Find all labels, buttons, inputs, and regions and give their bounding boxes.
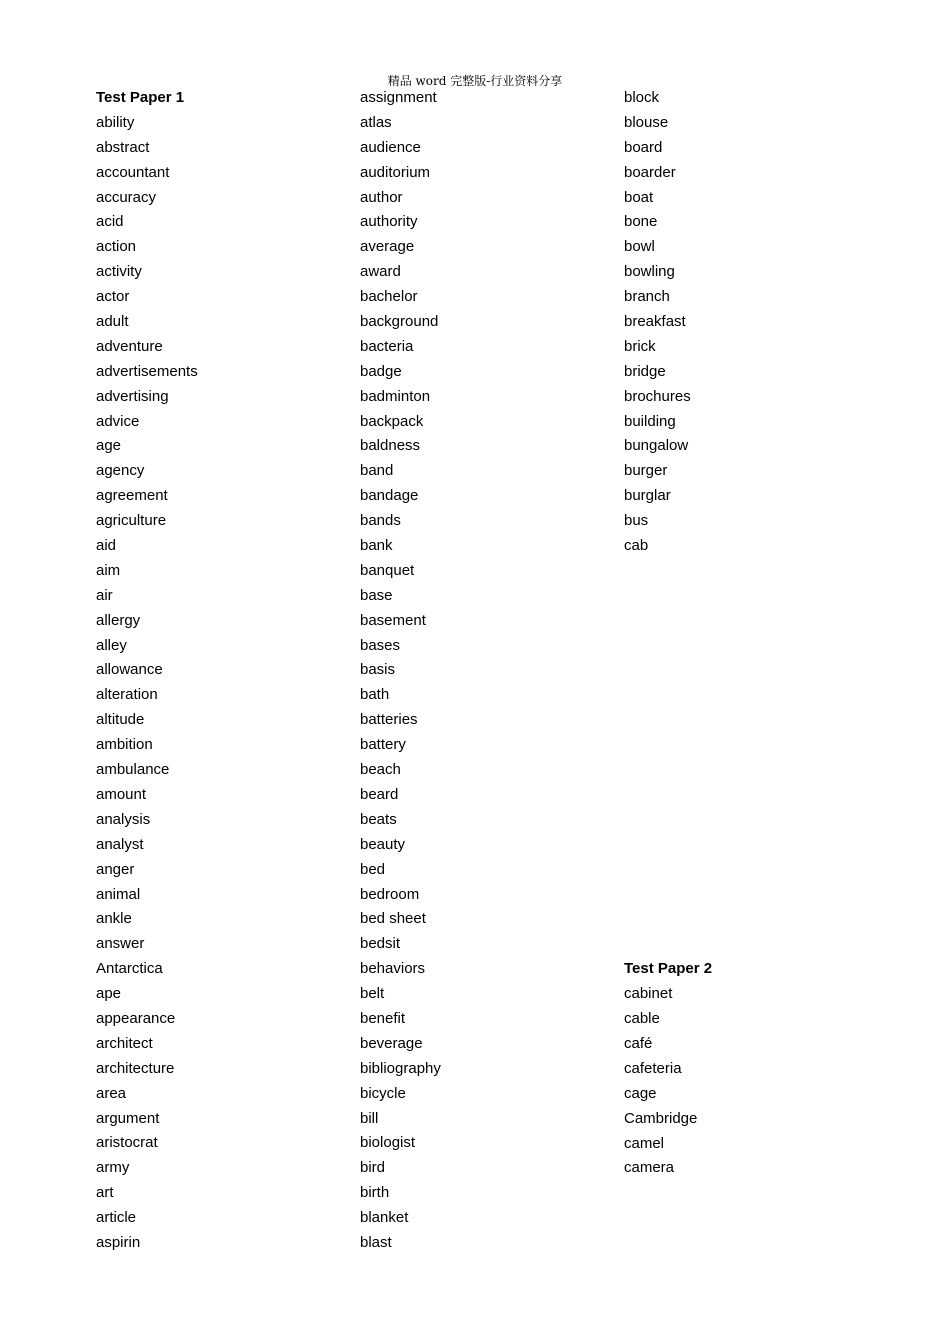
word-item: age [96, 437, 122, 455]
word-item: behaviors [360, 960, 426, 978]
word-item: assignment [360, 89, 437, 106]
word-item: benefit [360, 1009, 406, 1027]
word-item: advice [96, 412, 140, 430]
word-item: agency [96, 462, 145, 480]
word-item: agreement [96, 487, 168, 505]
word-item: bed sheet [360, 910, 426, 928]
word-item: area [96, 1084, 127, 1102]
word-item: bases [360, 636, 401, 654]
word-item: action [96, 238, 137, 256]
word-item: boarder [624, 163, 676, 181]
word-item: batteries [360, 711, 418, 729]
word-item: bank [360, 537, 393, 555]
word-item: architect [96, 1034, 153, 1052]
word-item: band [360, 462, 394, 480]
word-item: analysis [96, 810, 151, 828]
word-item: bedroom [360, 885, 420, 903]
column-gap [624, 559, 864, 957]
word-item: beats [360, 810, 397, 828]
word-item: background [360, 313, 439, 331]
word-item: author [360, 188, 403, 206]
word-item: average [360, 238, 415, 256]
word-item: bowling [624, 263, 675, 281]
word-item: bands [360, 512, 401, 530]
word-item: Cambridge [624, 1109, 698, 1127]
word-item: auditorium [360, 163, 431, 181]
word-item: allergy [96, 611, 141, 629]
word-item: beverage [360, 1034, 423, 1052]
word-item: beauty [360, 835, 406, 853]
word-item: argument [96, 1109, 160, 1127]
word-item: bird [360, 1159, 386, 1177]
word-item: abstract [96, 138, 150, 156]
word-item: biologist [360, 1134, 416, 1152]
word-item: Antarctica [96, 960, 163, 978]
word-item: adult [96, 313, 129, 331]
word-item: advertising [96, 387, 169, 405]
word-item: altitude [96, 711, 145, 729]
word-item: block [624, 89, 660, 106]
word-item: building [624, 412, 676, 430]
word-item: ambition [96, 736, 153, 754]
word-item: breakfast [624, 313, 686, 331]
word-item: answer [96, 935, 145, 953]
word-item: actor [96, 288, 130, 306]
word-item: acid [96, 213, 124, 231]
word-item: battery [360, 736, 406, 754]
word-item: belt [360, 985, 385, 1003]
header-note: 精品 word 完整版-行业资料分享 [387, 74, 563, 88]
word-item: camel [624, 1134, 665, 1152]
word-item: ankle [96, 910, 132, 928]
word-column-3 [624, 86, 864, 1181]
word-item: bed [360, 860, 386, 878]
word-item: atlas [360, 113, 392, 131]
word-item: bandage [360, 487, 419, 505]
word-item: bicycle [360, 1084, 406, 1102]
word-item: aspirin [96, 1233, 141, 1251]
word-item: blast [360, 1233, 392, 1251]
word-item: animal [96, 885, 141, 903]
word-item: brick [624, 337, 656, 355]
word-item: activity [96, 263, 142, 281]
word-item: architecture [96, 1059, 175, 1077]
word-item: accuracy [96, 188, 157, 206]
word-item: blanket [360, 1209, 409, 1227]
word-item: allowance [96, 661, 163, 679]
word-item: bowl [624, 238, 655, 256]
word-item: advertisements [96, 362, 198, 380]
word-item: camera [624, 1159, 675, 1177]
section-heading-test-paper-2: Test Paper 2 [624, 960, 713, 978]
word-item: article [96, 1209, 137, 1227]
word-item: board [624, 138, 663, 156]
word-item: basement [360, 611, 426, 629]
word-item: cab [624, 537, 649, 555]
word-item: agriculture [96, 512, 167, 530]
word-item: alteration [96, 686, 158, 704]
word-item: ability [96, 113, 135, 131]
word-item: boat [624, 188, 654, 206]
word-item: ambulance [96, 761, 170, 779]
word-item: bibliography [360, 1059, 441, 1077]
word-item: brochures [624, 387, 691, 405]
word-item: bus [624, 512, 649, 530]
word-item: amount [96, 785, 147, 803]
word-column-1 [96, 86, 336, 1256]
word-item: branch [624, 288, 670, 306]
word-item: ape [96, 985, 122, 1003]
word-item: appearance [96, 1009, 176, 1027]
word-item: backpack [360, 412, 424, 430]
word-item: audience [360, 138, 421, 156]
word-item: baldness [360, 437, 421, 455]
word-item: authority [360, 213, 418, 231]
word-item: army [96, 1159, 130, 1177]
word-item: café [624, 1034, 653, 1052]
word-item: bill [360, 1109, 379, 1127]
word-item: birth [360, 1184, 390, 1202]
word-item: anger [96, 860, 135, 878]
word-item: air [96, 586, 113, 604]
word-item: bungalow [624, 437, 689, 455]
word-item: alley [96, 636, 127, 654]
word-item: adventure [96, 337, 163, 355]
word-item: base [360, 586, 393, 604]
word-item: analyst [96, 835, 144, 853]
word-item: aristocrat [96, 1134, 158, 1152]
word-item: art [96, 1184, 114, 1202]
word-item: cabinet [624, 985, 673, 1003]
word-item: banquet [360, 561, 415, 579]
word-item: bridge [624, 362, 666, 380]
word-item: beach [360, 761, 401, 779]
word-item: burger [624, 462, 668, 480]
word-item: beard [360, 785, 399, 803]
word-item: aid [96, 537, 117, 555]
word-item: bedsit [360, 935, 401, 953]
word-item: burglar [624, 487, 671, 505]
word-item: bath [360, 686, 390, 704]
word-item: badminton [360, 387, 431, 405]
word-item: accountant [96, 163, 170, 181]
word-item: aim [96, 561, 121, 579]
word-item: basis [360, 661, 396, 679]
word-item: bachelor [360, 288, 418, 306]
word-item: badge [360, 362, 402, 380]
word-item: bone [624, 213, 658, 231]
word-column-2 [360, 86, 600, 1256]
word-item: blouse [624, 113, 669, 131]
word-item: award [360, 263, 401, 281]
section-heading-test-paper-1: Test Paper 1 [96, 89, 185, 106]
word-item: cage [624, 1084, 657, 1102]
word-item: cafeteria [624, 1059, 682, 1077]
word-item: cable [624, 1010, 660, 1028]
word-item: bacteria [360, 337, 414, 355]
